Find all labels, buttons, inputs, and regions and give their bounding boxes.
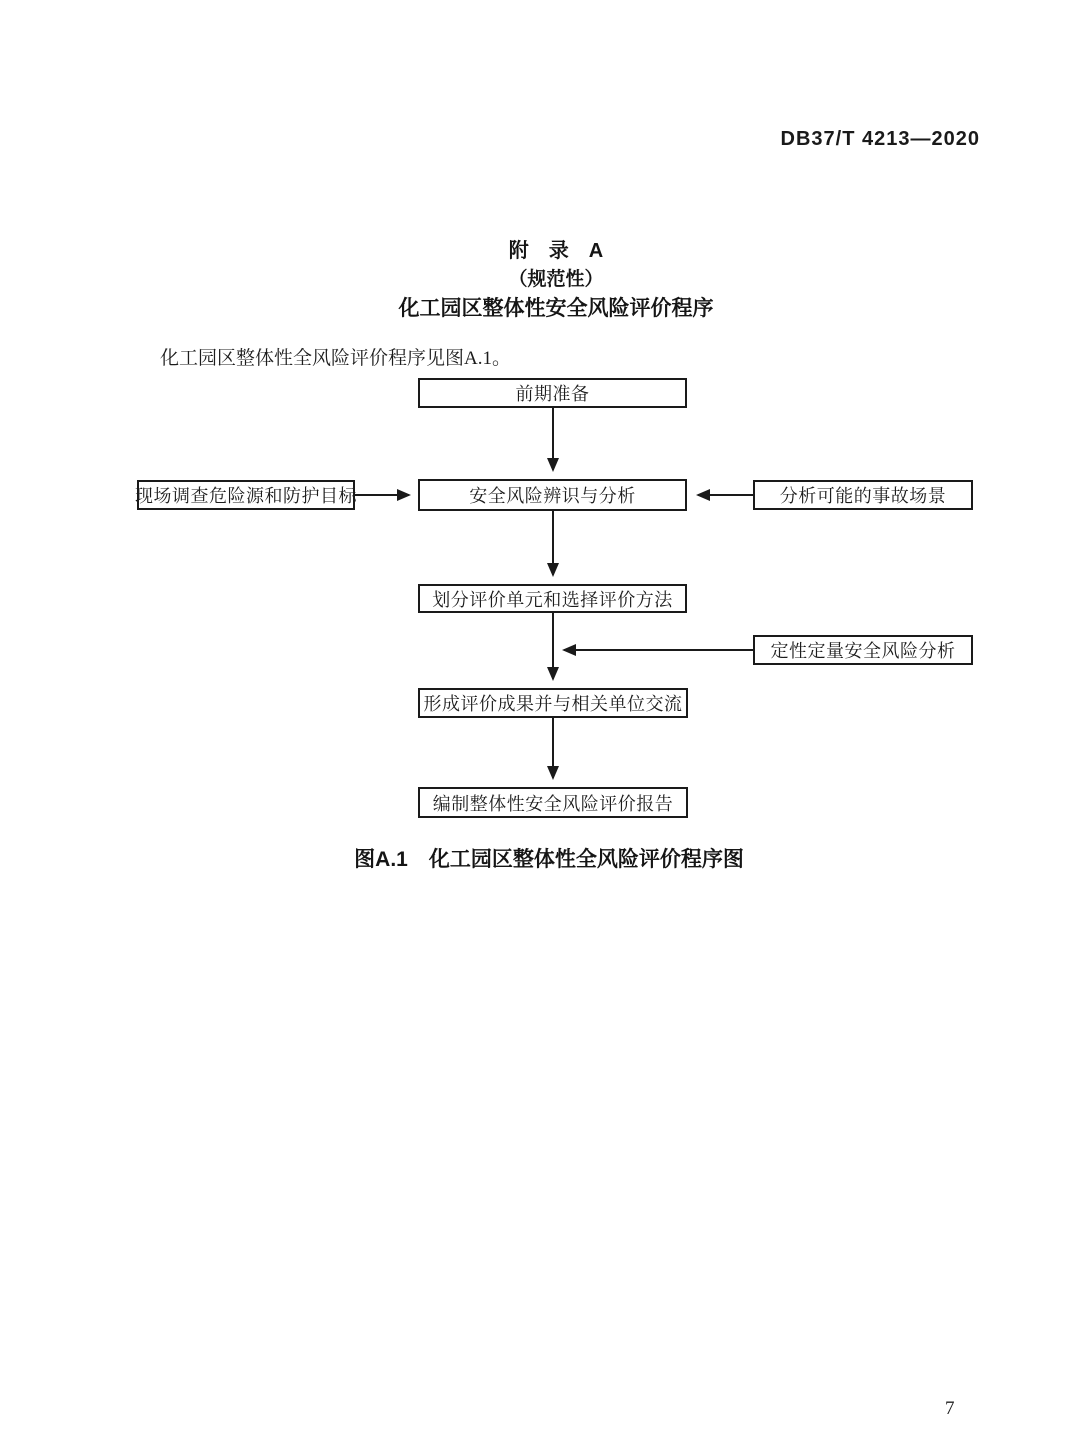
flow-node-accident-scenarios: 分析可能的事故场景: [753, 480, 973, 510]
flow-node-results-exchange: 形成评价成果并与相关单位交流: [418, 688, 688, 718]
appendix-normative-label: （规范性）: [508, 269, 604, 290]
flow-node-evaluation-units: 划分评价单元和选择评价方法: [418, 584, 687, 613]
figure-caption: 图A.1 化工园区整体性全风险评价程序图: [354, 848, 744, 871]
appendix-subject-title: 化工园区整体性安全风险评价程序: [398, 297, 714, 320]
standard-number: DB37/T 4213—2020: [780, 128, 980, 150]
flow-node-risk-identification: 安全风险辨识与分析: [418, 479, 687, 511]
intro-paragraph: 化工园区整体性全风险评价程序见图A.1。: [160, 348, 511, 369]
flow-node-preparation: 前期准备: [418, 378, 687, 408]
page-number: 7: [945, 1398, 955, 1419]
flow-node-qualitative-quantitative: 定性定量安全风险分析: [753, 635, 973, 665]
flow-node-site-survey: 现场调查危险源和防护目标: [137, 480, 355, 510]
appendix-title: 附 录 A: [508, 240, 604, 262]
flow-node-report: 编制整体性安全风险评价报告: [418, 787, 688, 818]
